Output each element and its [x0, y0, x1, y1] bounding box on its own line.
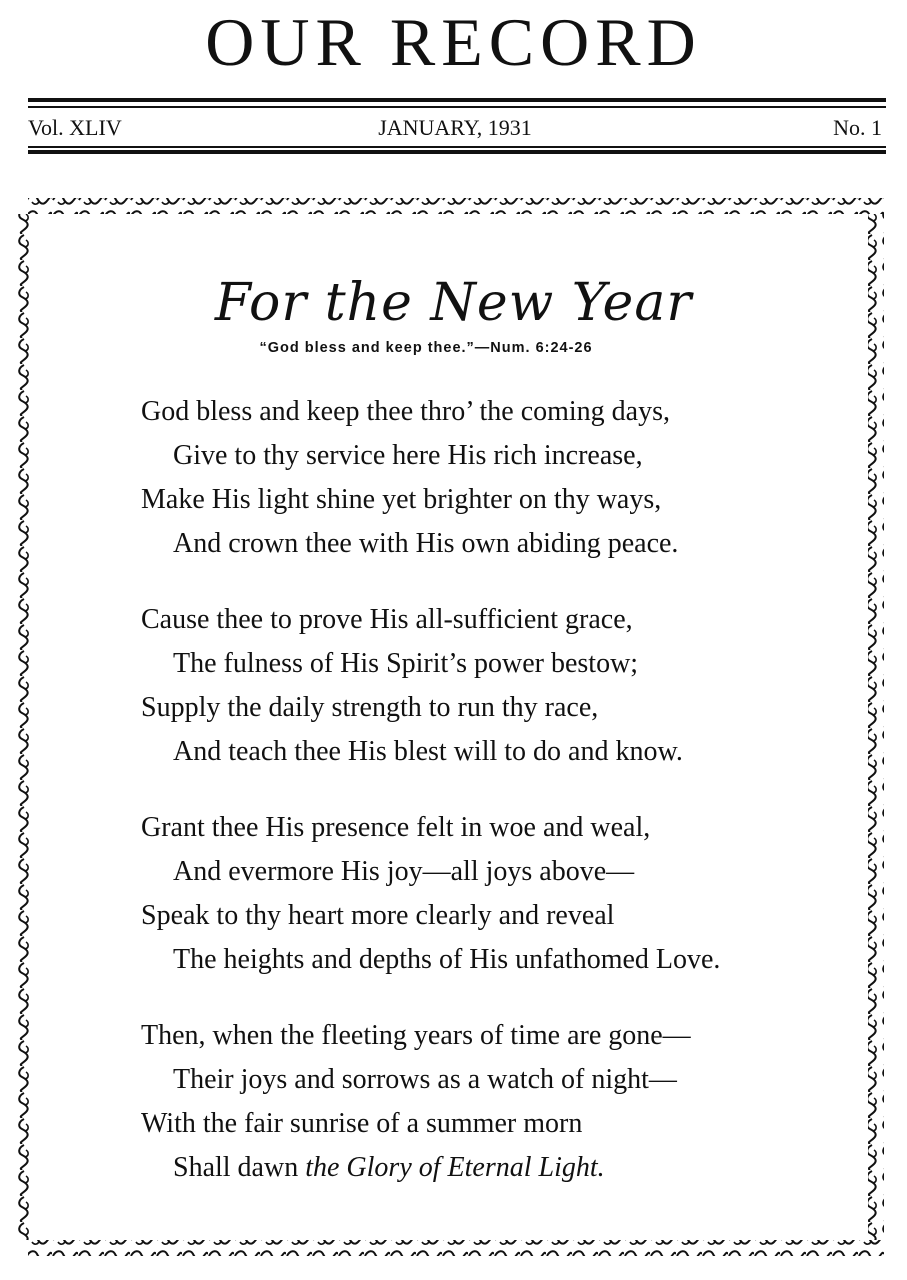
poem-line: And evermore His joy—all joys above—	[173, 856, 635, 887]
stanza-4	[141, 1014, 841, 1190]
issue-number: No. 1	[833, 115, 882, 140]
poem-line: Then, when the fleeting years of time are gone—	[141, 1020, 691, 1051]
poem-line: The heights and depths of His unfathomed Love.	[173, 944, 721, 975]
poem-line-final	[141, 1146, 841, 1190]
poem-line: Speak to thy heart more clearly and reveal	[141, 900, 615, 931]
issue-date: JANUARY, 1931	[378, 115, 532, 140]
poem-line-final-italic: the Glory of Eternal Light.	[305, 1152, 605, 1183]
poem-line: Their joys and sorrows as a watch of night—	[173, 1064, 677, 1095]
stanza-3	[141, 806, 841, 982]
border-bottom	[28, 1240, 884, 1256]
poem-title: For the New Year	[214, 273, 693, 333]
poem-line: And crown thee with His own abiding peace.	[173, 528, 679, 559]
poem-line: Supply the daily strength to run thy race,	[141, 692, 599, 723]
poem-line: Grant thee His presence felt in woe and weal,	[141, 812, 651, 843]
poem-line: With the fair sunrise of a summer morn	[141, 1108, 583, 1139]
stanza-2	[141, 598, 841, 774]
poem-line-final-roman: Shall dawn	[173, 1152, 306, 1183]
volume-label: Vol. XLIV	[28, 115, 122, 140]
border-left	[16, 214, 32, 1240]
poem-line: The fulness of His Spirit’s power bestow;	[173, 648, 639, 679]
poem-line: And teach thee His blest will to do and know.	[173, 736, 683, 767]
masthead-title: OUR RECORD	[205, 4, 702, 80]
poem-line: Make His light shine yet brighter on thy ways,	[141, 484, 662, 515]
poem-epigraph: “God bless and keep thee.”—Num. 6:24-26	[259, 340, 593, 356]
poem-line: God bless and keep thee thro’ the coming days,	[141, 396, 671, 427]
stanza-1	[141, 390, 841, 566]
border-right	[868, 214, 884, 1240]
border-top	[28, 198, 884, 214]
poem-line: Cause thee to prove His all-sufficient grace,	[141, 604, 633, 635]
poem-line: Give to thy service here His rich increase,	[173, 440, 643, 471]
